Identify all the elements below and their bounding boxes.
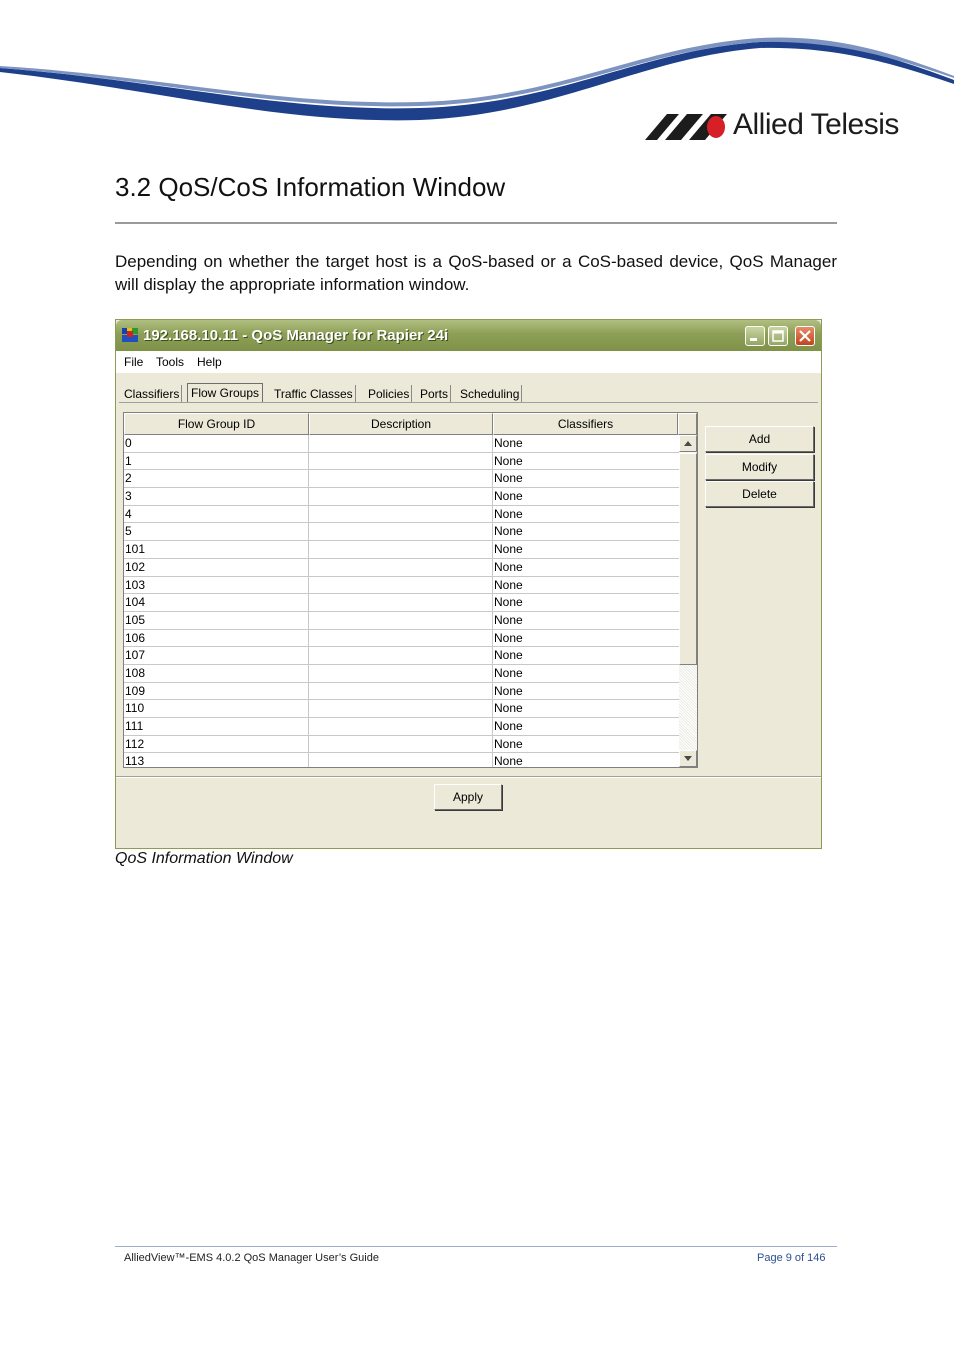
cell-flow-group-id: 113 — [124, 753, 309, 768]
cell-classifiers: None — [494, 683, 523, 698]
cell-description — [309, 506, 493, 523]
add-button[interactable]: Add — [705, 426, 814, 452]
cell-flow-group-id: 108 — [124, 665, 309, 682]
table-row[interactable] — [124, 594, 679, 612]
cell-flow-group-id: 111 — [124, 718, 309, 735]
scroll-down-button[interactable] — [679, 750, 697, 767]
maximize-button[interactable] — [768, 326, 788, 346]
cell-classifiers: None — [494, 577, 523, 592]
table-row[interactable] — [124, 523, 679, 541]
cell-classifiers: None — [494, 471, 523, 486]
close-icon — [796, 327, 814, 345]
cell-classifiers: None — [494, 719, 523, 733]
menu-tools[interactable]: Tools — [156, 355, 185, 369]
bottom-divider — [116, 776, 821, 778]
cell-description — [309, 647, 493, 664]
cell-flow-group-id: 101 — [124, 541, 309, 558]
cell-classifiers: None — [494, 665, 523, 680]
cell-classifiers: None — [494, 736, 523, 751]
cell-flow-group-id: 105 — [124, 612, 309, 629]
cell-description — [309, 683, 493, 700]
allied-telesis-logo — [645, 108, 905, 148]
table-row[interactable] — [124, 630, 679, 648]
cell-classifiers: None — [494, 754, 523, 768]
cell-classifiers: None — [494, 524, 523, 539]
cell-flow-group-id: 110 — [124, 700, 309, 717]
table-row[interactable] — [124, 453, 679, 471]
section-title: 3.2 QoS/CoS Information Window — [115, 172, 506, 202]
tab-traffic-classes[interactable]: Traffic Classes — [272, 385, 356, 403]
window-title: 192.168.10.11 - QoS Manager for Rapier 24i — [143, 327, 449, 344]
tab-ports[interactable]: Ports — [418, 385, 451, 403]
footer-page-number: Page 9 of 146 — [757, 1252, 826, 1264]
table-row[interactable] — [124, 541, 679, 559]
table-row[interactable] — [124, 612, 679, 630]
tab-policies[interactable]: Policies — [366, 385, 412, 403]
cell-flow-group-id: 0 — [124, 435, 309, 452]
table-row[interactable] — [124, 577, 679, 595]
cell-flow-group-id: 3 — [124, 488, 309, 505]
table-header — [124, 413, 697, 435]
table-row[interactable] — [124, 435, 679, 453]
cell-classifiers: None — [494, 648, 523, 663]
app-icon — [122, 328, 138, 342]
cell-description — [309, 665, 493, 682]
cell-flow-group-id: 109 — [124, 683, 309, 700]
cell-classifiers: None — [494, 630, 523, 645]
cell-description — [309, 612, 493, 629]
cell-description — [309, 541, 493, 558]
minimize-button[interactable] — [745, 326, 765, 346]
table-row[interactable] — [124, 559, 679, 577]
cell-flow-group-id: 102 — [124, 559, 309, 576]
cell-flow-group-id: 103 — [124, 577, 309, 594]
table-row[interactable] — [124, 753, 679, 768]
cell-classifiers: None — [494, 436, 523, 450]
cell-description — [309, 453, 493, 470]
table-row[interactable] — [124, 665, 679, 683]
cell-classifiers: None — [494, 453, 523, 468]
arrow-down-icon — [684, 756, 692, 761]
vertical-scrollbar[interactable] — [679, 435, 697, 767]
table-row[interactable] — [124, 470, 679, 488]
scrollbar-thumb[interactable] — [679, 453, 697, 665]
cell-flow-group-id: 2 — [124, 470, 309, 487]
intro-paragraph: Depending on whether the target host is a QoS-based or a CoS-based device, QoS Manager will display the appropriate information window. — [115, 252, 837, 294]
cell-classifiers: None — [494, 612, 523, 627]
cell-classifiers: None — [494, 559, 523, 574]
cell-description — [309, 470, 493, 487]
cell-classifiers: None — [494, 506, 523, 521]
qos-manager-window — [115, 319, 822, 849]
footer-guide-title: AlliedView™-EMS 4.0.2 QoS Manager User’s Guide — [124, 1252, 379, 1264]
cell-description — [309, 523, 493, 540]
tab-divider — [119, 402, 818, 403]
menu-file[interactable]: File — [124, 355, 144, 369]
table-row[interactable] — [124, 506, 679, 524]
cell-description — [309, 753, 493, 768]
cell-classifiers: None — [494, 489, 523, 504]
flow-groups-table — [123, 412, 698, 768]
figure-caption: QoS Information Window — [115, 850, 293, 867]
table-row[interactable] — [124, 718, 679, 736]
cell-description — [309, 577, 493, 594]
cell-classifiers: None — [494, 542, 523, 557]
title-divider — [115, 222, 837, 224]
cell-description — [309, 718, 493, 735]
modify-button[interactable]: Modify — [705, 454, 814, 480]
apply-button[interactable]: Apply — [434, 784, 502, 810]
column-header-flow-group-id[interactable]: Flow Group ID — [124, 413, 309, 435]
table-row[interactable] — [124, 700, 679, 718]
column-header-corner — [678, 413, 697, 435]
tab-classifiers[interactable]: Classifiers — [122, 385, 182, 403]
cell-flow-group-id: 4 — [124, 506, 309, 523]
cell-flow-group-id: 1 — [124, 453, 309, 470]
cell-flow-group-id: 104 — [124, 594, 309, 611]
tab-scheduling[interactable]: Scheduling — [458, 385, 522, 403]
column-header-description[interactable]: Description — [309, 413, 493, 435]
footer-divider — [115, 1246, 837, 1247]
window-titlebar[interactable] — [116, 320, 821, 351]
cell-description — [309, 488, 493, 505]
menu-bar — [116, 351, 821, 373]
brand-name: Allied Telesis — [733, 108, 899, 141]
table-row[interactable] — [124, 683, 679, 701]
menu-help[interactable]: Help — [197, 355, 222, 369]
table-row[interactable] — [124, 647, 679, 665]
column-header-classifiers[interactable]: Classifiers — [493, 413, 678, 435]
table-row[interactable] — [124, 488, 679, 506]
cell-description — [309, 559, 493, 576]
table-body — [124, 435, 679, 768]
cell-classifiers: None — [494, 595, 523, 610]
cell-description — [309, 594, 493, 611]
minimize-icon — [746, 327, 764, 345]
maximize-icon — [769, 327, 787, 345]
cell-description — [309, 435, 493, 452]
cell-description — [309, 630, 493, 647]
allied-telesis-mark-icon — [645, 114, 727, 140]
delete-button[interactable]: Delete — [705, 481, 814, 507]
cell-description — [309, 700, 493, 717]
table-row[interactable] — [124, 736, 679, 754]
cell-flow-group-id: 107 — [124, 647, 309, 664]
tab-flow-groups[interactable]: Flow Groups — [187, 383, 263, 402]
cell-flow-group-id: 106 — [124, 630, 309, 647]
cell-flow-group-id: 5 — [124, 523, 309, 540]
cell-description — [309, 736, 493, 753]
close-button[interactable] — [795, 326, 815, 346]
arrow-up-icon — [684, 441, 692, 446]
cell-flow-group-id: 112 — [124, 736, 309, 753]
scroll-up-button[interactable] — [679, 435, 697, 452]
cell-classifiers: None — [494, 701, 523, 716]
